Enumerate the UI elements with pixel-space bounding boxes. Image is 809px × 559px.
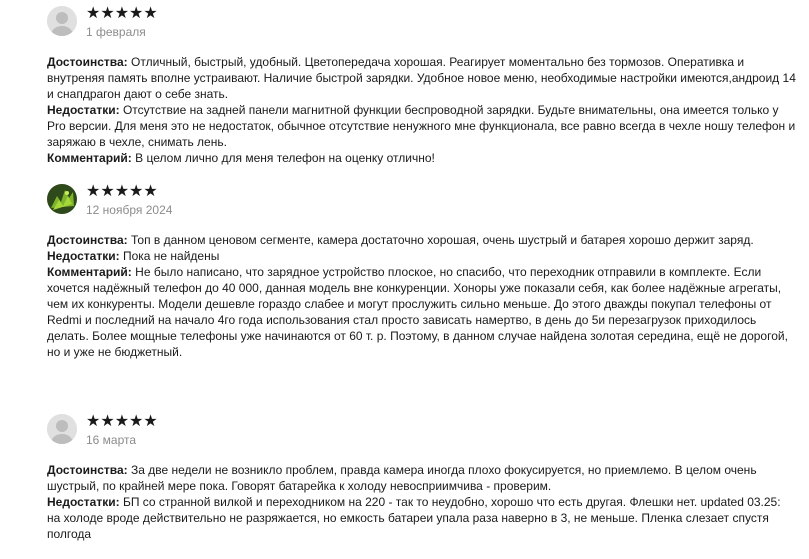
review-text <box>47 462 797 542</box>
review-comment <box>47 150 797 166</box>
review-cons <box>47 494 797 542</box>
cons-label: Недостатки: <box>47 103 120 117</box>
review-pros <box>47 462 797 494</box>
cons-text: БП со странной вилкой и переходником на 220 - так то неудобно, хорошо что есть другая. Флешки нет. updated 03.25: на холоде вроде действительно не разряжается, но емкость батареи упала раза наверно в 3, не меньше. Пленка слезает спустя полгода <box>47 495 781 541</box>
pros-label: Достоинства: <box>47 233 128 247</box>
comment-label: Комментарий: <box>47 151 132 165</box>
pros-label: Достоинства: <box>47 463 128 477</box>
review-date: 1 февраля <box>86 25 146 39</box>
review-cons <box>47 248 797 264</box>
review-pros <box>47 54 797 102</box>
pros-text: Топ в данном ценовом сегменте, камера достаточно хорошая, очень шустрый и батарея хорошо держит заряд. <box>131 233 754 247</box>
review-date: 16 марта <box>86 433 137 447</box>
user-avatar[interactable] <box>47 6 77 36</box>
rating-stars: ★★★★★ <box>86 183 158 200</box>
comment-text: В целом лично для меня телефон на оценку отлично! <box>135 151 435 165</box>
review-pros <box>47 232 797 248</box>
cons-text: Отсутствие на задней панели магнитной функции беспроводной зарядки. Будьте внимательны, она имеется только у Pro версии. Для меня это не недостаток, обычное отсутствие ненужного мне функционала, все равно всегда в чехле ношу телефон и заряжаю в чехле, снимать лень. <box>47 103 796 149</box>
review-text <box>47 232 797 360</box>
cons-text: Пока не найдены <box>122 249 220 263</box>
pros-label: Достоинства: <box>47 55 128 69</box>
pros-text: Отличный, быстрый, удобный. Цветопередача хорошая. Реагирует моментально без тормозов. Оперативка и внутреняя память вполне устраивают. Наличие быстрой зарядки. Удобное новое меню, необходимые настройки имеются,андроид 14 и снапдрагон дают о себе знать. <box>47 55 796 101</box>
user-avatar[interactable] <box>47 414 77 444</box>
user-silhouette-icon <box>47 414 77 444</box>
rating-stars: ★★★★★ <box>86 413 158 430</box>
review-comment <box>47 264 797 360</box>
review-date: 12 ноября 2024 <box>86 203 173 217</box>
user-silhouette-icon <box>47 6 77 36</box>
pros-text: За две недели не возникло проблем, правда камера иногда плохо фокусируется, но приемлемо. В целом очень шустрый, по крайней мере пока. Говорят батарейка к холоду невосприимчива - проверим. <box>47 463 757 493</box>
review-card <box>47 6 797 166</box>
green-abstract-avatar-icon <box>47 184 77 214</box>
review-cons <box>47 102 797 150</box>
comment-text: Не было написано, что зарядное устройство плоское, но спасибо, что переходник отправили в комплекте. Если хочется надёжный телефон до 40 000, данная модель вне конкуренции. Хоноры уже показали себя, как более надёжные агрегаты, чем их конкуренты. Модели дешевле гораздо слабее и могут прослужить сильно меньше. До этого дважды покупал телефоны от Redmi и последний на начало 4го года использования стал просто зависать намертво, в день до 5и перезагрузок приходилось делать. Более мощные телефоны уже начинаются от 60 т. р. Поэтому, в данном случае найдена золотая середина, ещё не дорогой, но и уже не бюджетный. <box>47 265 788 359</box>
comment-label: Комментарий: <box>47 265 132 279</box>
review-card <box>47 414 797 542</box>
cons-label: Недостатки: <box>47 495 120 509</box>
rating-stars: ★★★★★ <box>86 5 158 22</box>
review-card <box>47 184 797 360</box>
cons-label: Недостатки: <box>47 249 120 263</box>
review-text <box>47 54 797 166</box>
user-avatar[interactable] <box>47 184 77 214</box>
